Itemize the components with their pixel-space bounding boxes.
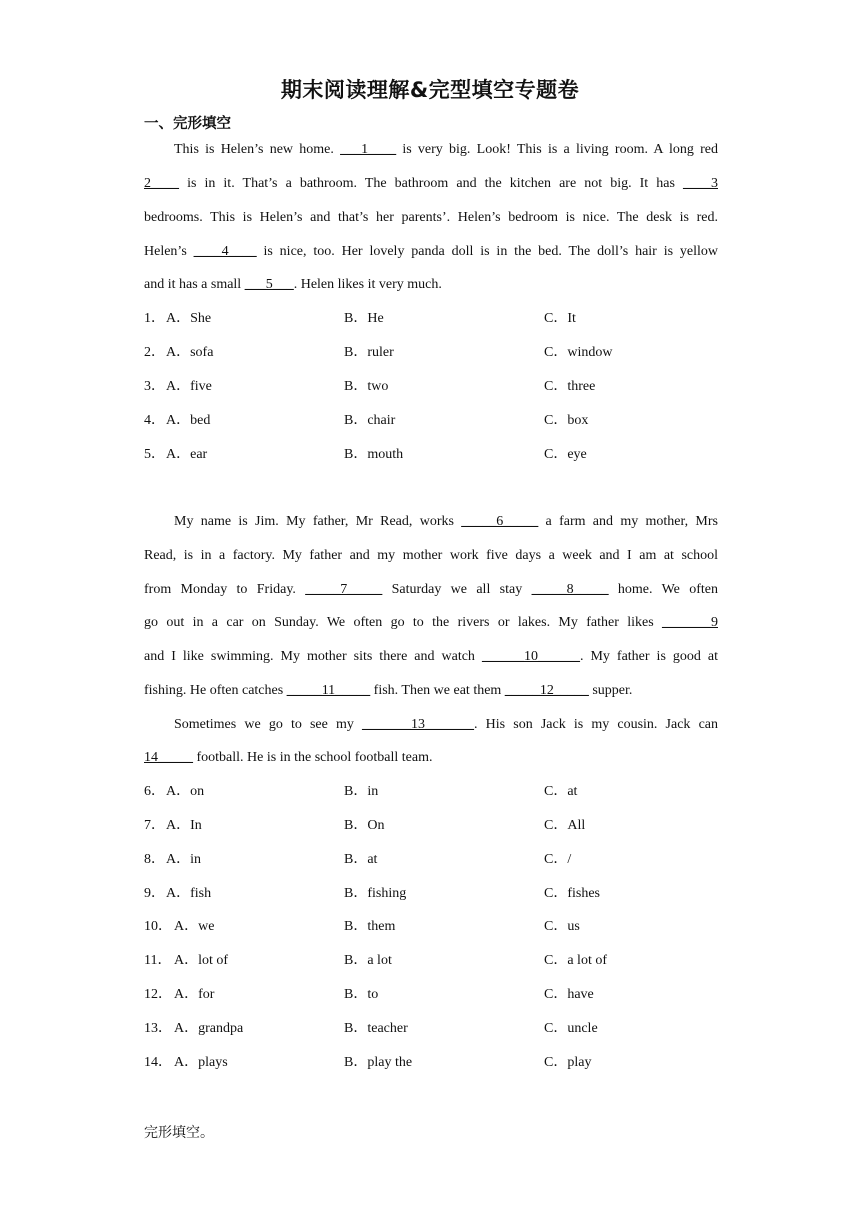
question-number: 3．: [144, 379, 165, 394]
footer-text: 完形填空。: [144, 1125, 214, 1141]
passage-1-line-5: [144, 275, 442, 295]
passage-text: and it has a small: [144, 277, 245, 292]
passage-text: . His son Jack is my cousin. Jack can: [474, 717, 718, 732]
question-row: [144, 1019, 744, 1039]
blank-12: _____12_____: [504, 683, 589, 698]
option-b: B．to: [344, 987, 379, 1002]
option-a: A．in: [166, 852, 201, 867]
question-row: [144, 884, 744, 904]
page-title: 期末阅读理解&完型填空专题卷: [280, 78, 580, 102]
blank-11: _____11_____: [286, 683, 371, 698]
option-c: C．eye: [544, 447, 587, 462]
passage-2-line-7: [174, 715, 718, 735]
question-row: [144, 985, 744, 1005]
option-a: A．sofa: [166, 345, 214, 360]
question-row: [144, 1053, 744, 1073]
passage-2-line-4: [144, 613, 718, 633]
question-row: [144, 850, 744, 870]
option-a: A．lot of: [174, 953, 229, 968]
passage-text: Sometimes we go to see my: [174, 717, 363, 732]
question-row: [144, 917, 744, 937]
question-number: 14．: [144, 1055, 172, 1070]
option-b: B．in: [344, 784, 379, 799]
blank-8: _____8_____: [531, 582, 609, 597]
option-c: C．window: [544, 345, 613, 360]
passage-2-line-5: [144, 647, 718, 667]
question-row: [144, 411, 744, 431]
blank-14: 14_____: [144, 750, 193, 765]
option-b: B．On: [344, 818, 385, 833]
passage-text: . My father is good at: [579, 649, 719, 664]
option-b: B．play the: [344, 1055, 413, 1070]
question-number: 2．: [144, 345, 165, 360]
option-c: C．uncle: [544, 1021, 598, 1036]
question-row: [144, 816, 744, 836]
option-b: B．He: [344, 311, 384, 326]
blank-6: _____6_____: [461, 514, 539, 529]
blank-9: _______9: [662, 615, 718, 630]
blank-5: ___5___: [244, 277, 294, 292]
option-c: C．at: [544, 784, 578, 799]
blank-10: ______10______: [481, 649, 580, 664]
option-a: A．five: [166, 379, 212, 394]
question-number: 6．: [144, 784, 165, 799]
blank-3: ____3: [683, 176, 718, 191]
passage-2-line-8: [144, 748, 433, 768]
blank-4: ____4____: [193, 244, 257, 259]
blank-2: 2____: [144, 176, 179, 191]
option-a: A．She: [166, 311, 212, 326]
option-a: A．fish: [166, 886, 212, 901]
option-b: B．them: [344, 919, 396, 934]
blank-7: _____7_____: [305, 582, 383, 597]
option-c: C．It: [544, 311, 576, 326]
question-number: 13．: [144, 1021, 172, 1036]
passage-text: My name is Jim. My father, Mr Read, works: [174, 514, 462, 529]
passage-1-line-4: [144, 242, 718, 262]
passage-2-line-2: Read, is in a factory. My father and my mother work five days a week and I am at school: [144, 548, 718, 563]
option-b: B．a lot: [344, 953, 392, 968]
option-a: A．grandpa: [174, 1021, 244, 1036]
option-a: A．for: [174, 987, 215, 1002]
option-c: C．a lot of: [544, 953, 607, 968]
passage-text: football. He is in the school football team.: [193, 750, 433, 765]
question-number: 11．: [144, 953, 172, 968]
option-c: C．/: [544, 852, 572, 867]
passage-text: is nice, too. Her lovely panda doll is in the bed. The doll’s hair is yellow: [256, 244, 718, 259]
passage-text: This is Helen’s new home.: [174, 142, 341, 157]
passage-text: from Monday to Friday.: [144, 582, 306, 597]
option-a: A．plays: [174, 1055, 228, 1070]
question-number: 4．: [144, 413, 165, 428]
option-a: A．on: [166, 784, 205, 799]
question-number: 7．: [144, 818, 165, 833]
question-row: [144, 343, 744, 363]
option-b: B．teacher: [344, 1021, 408, 1036]
passage-text: home. We often: [608, 582, 718, 597]
blank-1: ___1____: [340, 142, 397, 157]
passage-text: . Helen likes it very much.: [293, 277, 442, 292]
passage-2-line-1: [174, 512, 718, 532]
passage-text: fishing. He often catches: [144, 683, 287, 698]
option-b: B．at: [344, 852, 378, 867]
question-number: 5．: [144, 447, 165, 462]
passage-text: is very big. Look! This is a living room. A long red: [396, 142, 719, 157]
question-row: [144, 445, 744, 465]
option-b: B．two: [344, 379, 389, 394]
passage-text: supper.: [588, 683, 633, 698]
option-a: A．we: [174, 919, 215, 934]
option-c: C．us: [544, 919, 580, 934]
question-row: [144, 782, 744, 802]
option-c: C．have: [544, 987, 594, 1002]
question-row: [144, 951, 744, 971]
passage-1-line-1: [174, 140, 718, 160]
question-number: 9．: [144, 886, 165, 901]
passage-text: Saturday we all stay: [382, 582, 532, 597]
option-b: B．ruler: [344, 345, 394, 360]
passage-text: is in it. That’s a bathroom. The bathroom and the kitchen are not big. It has: [179, 176, 683, 191]
question-row: [144, 377, 744, 397]
option-b: B．fishing: [344, 886, 407, 901]
option-b: B．chair: [344, 413, 396, 428]
option-c: C．box: [544, 413, 589, 428]
option-a: A．ear: [166, 447, 208, 462]
question-number: 1．: [144, 311, 165, 326]
passage-1-line-2: [144, 174, 718, 194]
option-c: C．play: [544, 1055, 592, 1070]
passage-text: go out in a car on Sunday. We often go to the rivers or lakes. My father likes: [144, 615, 662, 630]
question-number: 12．: [144, 987, 172, 1002]
passage-1-line-3: bedrooms. This is Helen’s and that’s her parents’. Helen’s bedroom is nice. The desk is red.: [144, 210, 718, 225]
question-number: 8．: [144, 852, 165, 867]
option-a: A．bed: [166, 413, 211, 428]
question-number: 10．: [144, 919, 172, 934]
option-b: B．mouth: [344, 447, 404, 462]
passage-text: a farm and my mother, Mrs: [538, 514, 718, 529]
option-c: C．three: [544, 379, 596, 394]
passage-2-line-3: [144, 580, 718, 600]
option-a: A．In: [166, 818, 202, 833]
passage-text: fish. Then we eat them: [370, 683, 505, 698]
option-c: C．fishes: [544, 886, 600, 901]
option-c: C．All: [544, 818, 586, 833]
blank-13: _______13_______: [362, 717, 475, 732]
passage-text: Helen’s: [144, 244, 194, 259]
section-heading: 一、完形填空: [144, 116, 231, 132]
passage-2-line-6: [144, 681, 632, 701]
question-row: [144, 309, 744, 329]
passage-text: and I like swimming. My mother sits there and watch: [144, 649, 482, 664]
